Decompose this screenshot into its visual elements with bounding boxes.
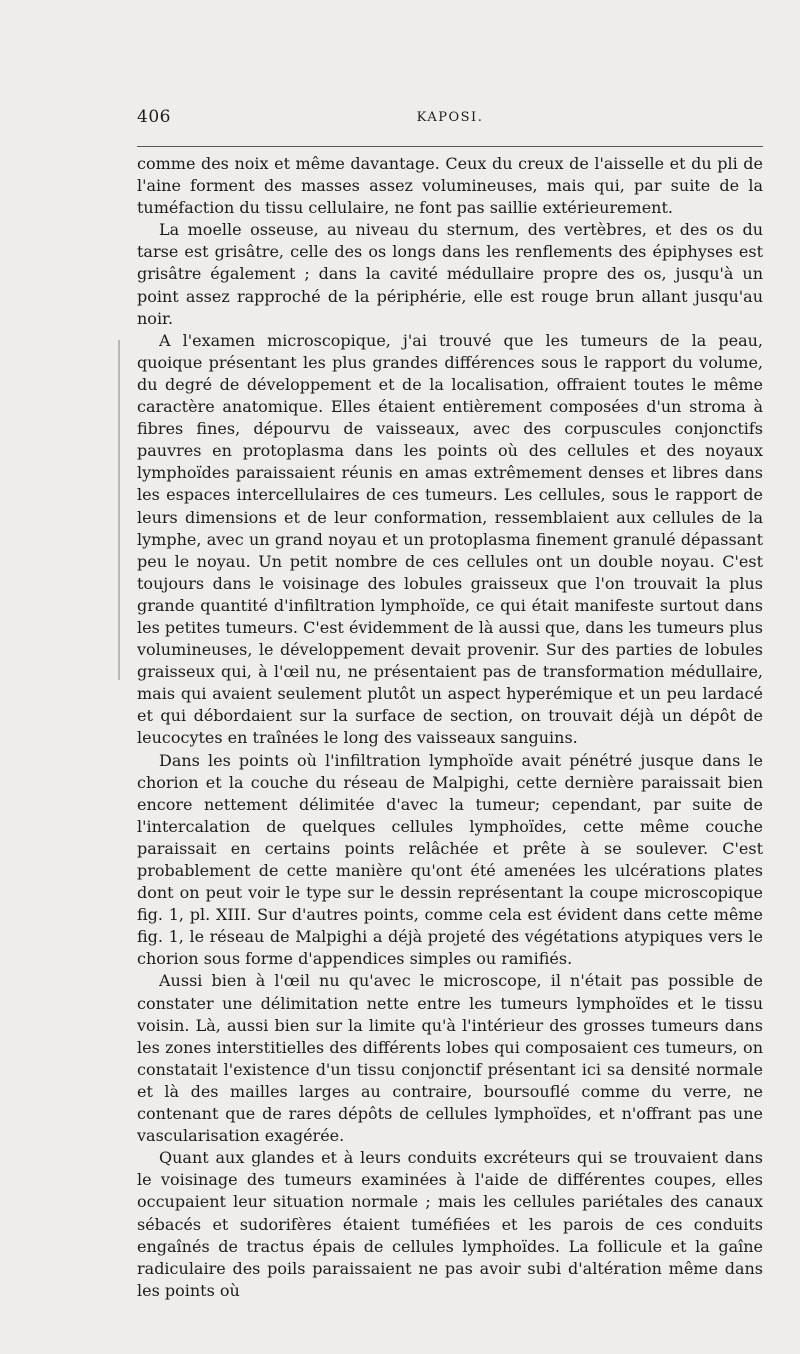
running-head: KAPOSI. bbox=[416, 110, 484, 125]
paragraph-4: Dans les points où l'infiltration lymphoïde avait pénétré jusque dans le chorion et la couche du réseau de Malpighi, cette dernière paraissait bien encore nettement délimitée d'avec la tumeur; cependant, par suite de l'intercalation de quelques cellules lymphoïdes, cette même couche paraissait en certains points relâchée et prête à se soulever. C'est probablement de cette manière qu'ont été amenées les ulcérations plates dont on peut voir le type sur le dessin représentant la coupe microscopique fig. 1, pl. XIII. Sur d'autres points, comme cela est évident dans cette même fig. 1, le réseau de Malpighi a déjà projeté des végétations atypiques vers le chorion sous forme d'appendices simples ou ramifiés. bbox=[137, 750, 763, 969]
body-text bbox=[137, 153, 763, 1302]
page-header bbox=[137, 107, 763, 135]
paragraph-6: Quant aux glandes et à leurs conduits excréteurs qui se trouvaient dans le voisinage des tumeurs examinées à l'aide de différentes coupes, elles occupaient leur situation normale ; mais les cellules pariétales des canaux sébacés et sudorifères étaient tuméfiées et les parois de ces conduits engaînés de tractus épais de cellules lymphoïdes. La follicule et la gaîne radiculaire des poils paraissaient ne pas avoir subi d'altération même dans les points où bbox=[137, 1148, 763, 1300]
paragraph-3: A l'examen microscopique, j'ai trouvé que les tumeurs de la peau, quoique présentant les plus grandes différences sous le rapport du volume, du degré de développement et de la localisation, offraient toutes le même caractère anatomique. Elles étaient entièrement composées d'un stroma à fibres fines, dépourvu de vaisseaux, avec des corpuscules conjonctifs pauvres en protoplasma dans les points où des cellules et des noyaux lymphoïdes paraissaient réunis en amas extrêmement denses et libres dans les espaces intercellulaires de ces tumeurs. Les cellules, sous le rapport de leurs dimensions et de leur conformation, ressemblaient aux cellules de la lymphe, avec un grand noyau et un protoplasma finement granulé dépassant peu le noyau. Un petit nombre de ces cellules ont un double noyau. C'est toujours dans le voisinage des lobules graisseux que l'on trouvait la plus grande quantité d'infiltration lymphoïde, ce qui était manifeste surtout dans les petites tumeurs. C'est évidemment de là aussi que, dans les tumeurs plus volumineuses, le développement devait provenir. Sur des parties de lobules graisseux qui, à l'œil nu, ne présentaient pas de transformation médullaire, mais qui avaient seulement plutôt un aspect hyperémique et un peu lardacé et qui débordaient sur la surface de section, on trouvait déjà un dépôt de leucocytes en traînées le long des vaisseaux sanguins. bbox=[137, 330, 763, 748]
header-rule bbox=[137, 146, 763, 147]
paragraph-5: Aussi bien à l'œil nu qu'avec le microscope, il n'était pas possible de constater une délimitation nette entre les tumeurs lymphoïdes et le tissu voisin. Là, aussi bien sur la limite qu'à l'intérieur des grosses tumeurs dans les zones interstitielles des différents lobes qui composaient ces tumeurs, on constatait l'existence d'un tissu conjonctif présentant ici sa densité normale et là des mailles larges au contraire, boursouflé comme du verre, ne contenant que de rares dépôts de cellules lymphoïdes, et n'offrant pas une vascularisation exagérée. bbox=[137, 971, 763, 1146]
paragraph-1: comme des noix et même davantage. Ceux du creux de l'aisselle et du pli de l'aine forment des masses assez volumineuses, mais qui, par suite de la tuméfaction du tissu cellulaire, ne font pas saillie extérieurement. bbox=[137, 154, 763, 218]
page-number: 406 bbox=[137, 107, 171, 127]
paragraph-2: La moelle osseuse, au niveau du sternum, des vertèbres, et des os du tarse est grisâtre, celle des os longs dans les renflements des épiphyses est grisâtre également ; dans la cavité médullaire propre des os, jusqu'à un point assez rapproché de la périphérie, elle est rouge brun allant jusqu'au noir. bbox=[137, 220, 763, 328]
margin-annotation-line bbox=[118, 340, 126, 680]
